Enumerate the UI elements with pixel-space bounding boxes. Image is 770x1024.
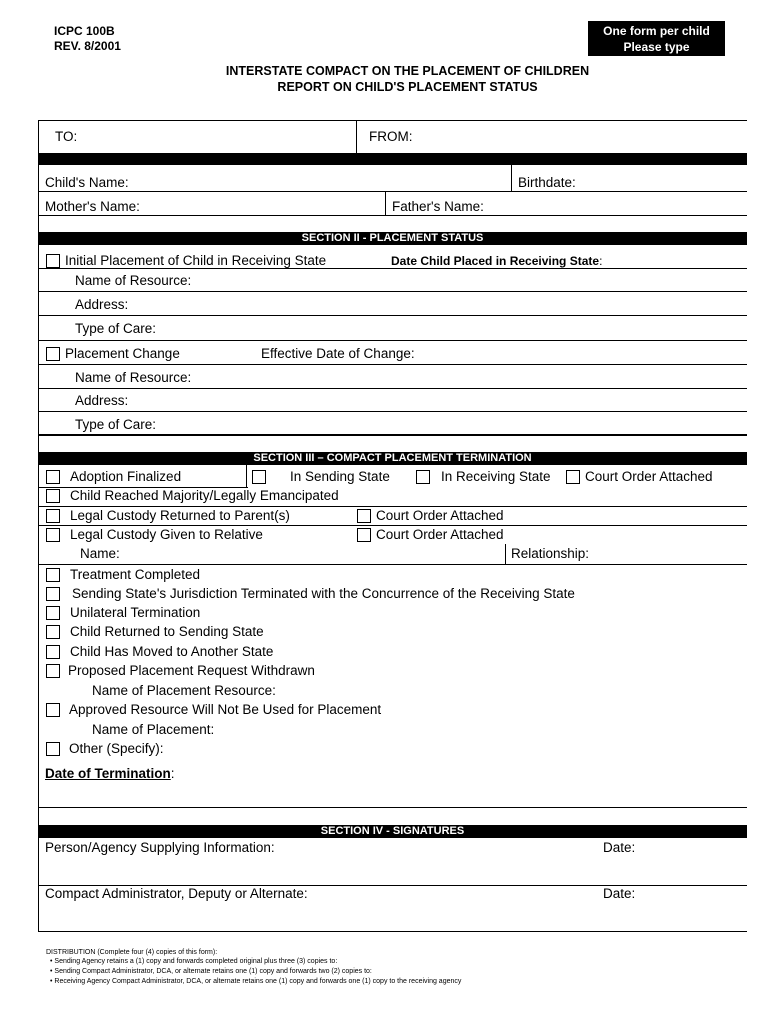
rule [38, 434, 747, 436]
form-revision: REV. 8/2001 [54, 39, 121, 53]
rule [38, 315, 747, 316]
not-used-label: Approved Resource Will Not Be Used for Placement [69, 702, 382, 717]
initial-placement-label: Initial Placement of Child in Receiving State [65, 253, 327, 268]
in-sending-state-checkbox[interactable] [252, 470, 266, 484]
relative-name-label: Name: [80, 546, 120, 561]
effective-date-label: Effective Date of Change: [261, 346, 415, 361]
court-order-label-1: Court Order Attached [585, 469, 713, 484]
placement-change-label: Placement Change [65, 346, 180, 361]
distribution-heading: DISTRIBUTION (Complete four (4) copies of this form): [46, 949, 218, 956]
resource-address-label-2: Address: [75, 393, 129, 408]
rule [38, 268, 747, 269]
section-i-bar [38, 153, 747, 165]
form-subtitle: REPORT ON CHILD'S PLACEMENT STATUS [277, 80, 538, 94]
to-label: TO: [55, 129, 78, 144]
frame-top [38, 120, 747, 121]
resource-address-label: Address: [75, 297, 129, 312]
administrator-date-label: Date: [603, 886, 636, 901]
moved-checkbox[interactable] [46, 645, 60, 659]
rule [38, 388, 747, 389]
supplier-date-label: Date: [603, 840, 636, 855]
rule [38, 364, 747, 365]
rule [38, 291, 747, 292]
returned-checkbox[interactable] [46, 625, 60, 639]
date-of-termination-group [45, 766, 175, 781]
distribution-line-1: • Sending Agency retains a (1) copy and forwards completed original plus three (3) copies to: [50, 958, 338, 965]
jurisdiction-terminated-label: Sending State's Jurisdiction Terminated with the Concurrence of the Receiving State [72, 586, 575, 601]
unilateral-label: Unilateral Termination [70, 605, 201, 620]
section-iii-title: SECTION III – COMPACT PLACEMENT TERMINATION [38, 452, 747, 465]
placement-change-checkbox[interactable] [46, 347, 60, 361]
initial-placement-checkbox[interactable] [46, 254, 60, 268]
custody-relative-checkbox[interactable] [46, 528, 60, 542]
administrator-label: Compact Administrator, Deputy or Alternate: [45, 886, 308, 901]
court-order-checkbox-1[interactable] [566, 470, 580, 484]
custody-parent-checkbox[interactable] [46, 509, 60, 523]
rule [38, 191, 747, 192]
rule [38, 411, 747, 412]
type-of-care-label-2: Type of Care: [75, 417, 157, 432]
type-of-care-label: Type of Care: [75, 321, 157, 336]
birthdate-label: Birthdate: [518, 175, 576, 190]
treatment-completed-checkbox[interactable] [46, 568, 60, 582]
date-placed-colon: : [599, 254, 603, 268]
resource-name-label-2: Name of Resource: [75, 370, 192, 385]
adoption-finalized-label: Adoption Finalized [70, 469, 182, 484]
adoption-finalized-checkbox[interactable] [46, 470, 60, 484]
rule [38, 506, 747, 507]
other-checkbox[interactable] [46, 742, 60, 756]
rule [38, 525, 747, 526]
in-sending-state-label: In Sending State [290, 469, 390, 484]
section-iv-title: SECTION IV - SIGNATURES [38, 825, 747, 838]
relationship-label: Relationship: [511, 546, 590, 561]
in-receiving-state-checkbox[interactable] [416, 470, 430, 484]
unilateral-checkbox[interactable] [46, 606, 60, 620]
notice-line-2: Please type [623, 40, 690, 54]
distribution-line-2: • Sending Compact Administrator, DCA, or alternate retains one (1) copy and forwards two (2) copies to: [50, 968, 372, 975]
date-placed-label: Date Child Placed in Receiving State [391, 254, 600, 268]
childs-name-label: Child's Name: [45, 175, 129, 190]
moved-label: Child Has Moved to Another State [70, 644, 274, 659]
notice-box [588, 21, 725, 56]
other-label: Other (Specify): [69, 741, 164, 756]
returned-label: Child Returned to Sending State [70, 624, 264, 639]
to-from-divider [356, 120, 357, 153]
placement-resource-label: Name of Placement Resource: [92, 683, 276, 698]
birthdate-divider [511, 165, 512, 192]
jurisdiction-terminated-checkbox[interactable] [46, 587, 60, 601]
date-of-termination-label: Date of Termination [45, 766, 171, 781]
withdrawn-checkbox[interactable] [46, 664, 60, 678]
form-code: ICPC 100B [54, 24, 115, 38]
court-order-label-3: Court Order Attached [376, 527, 504, 542]
rule [38, 340, 747, 341]
court-order-checkbox-3[interactable] [357, 528, 371, 542]
frame-bottom [38, 931, 747, 932]
from-label: FROM: [369, 129, 413, 144]
notice-line-1: One form per child [603, 24, 710, 38]
majority-checkbox[interactable] [46, 489, 60, 503]
rule [505, 544, 506, 564]
majority-label: Child Reached Majority/Legally Emancipated [70, 488, 339, 503]
custody-parent-label: Legal Custody Returned to Parent(s) [70, 508, 290, 523]
in-receiving-state-label: In Receiving State [441, 469, 551, 484]
not-used-checkbox[interactable] [46, 703, 60, 717]
date-placed-group [391, 254, 602, 268]
treatment-completed-label: Treatment Completed [70, 567, 201, 582]
form-title: INTERSTATE COMPACT ON THE PLACEMENT OF CHILDREN [225, 64, 590, 78]
mothers-name-label: Mother's Name: [45, 199, 140, 214]
rule [38, 807, 747, 808]
rule [38, 215, 747, 216]
custody-relative-label: Legal Custody Given to Relative [70, 527, 263, 542]
date-of-termination-colon: : [170, 766, 175, 781]
withdrawn-label: Proposed Placement Request Withdrawn [68, 663, 315, 678]
rule [38, 465, 39, 488]
court-order-label-2: Court Order Attached [376, 508, 504, 523]
rule [38, 564, 747, 565]
parents-divider [385, 192, 386, 216]
court-order-checkbox-2[interactable] [357, 509, 371, 523]
rule [246, 465, 247, 488]
distribution-line-3: • Receiving Agency Compact Administrator, DCA, or alternate retains one (1) copy and forwards one (1) copy to the receiving agency [50, 978, 462, 985]
supplier-label: Person/Agency Supplying Information: [45, 840, 275, 855]
fathers-name-label: Father's Name: [392, 199, 484, 214]
section-ii-title: SECTION II - PLACEMENT STATUS [38, 232, 747, 245]
resource-name-label: Name of Resource: [75, 273, 192, 288]
name-of-placement-label: Name of Placement: [92, 722, 215, 737]
